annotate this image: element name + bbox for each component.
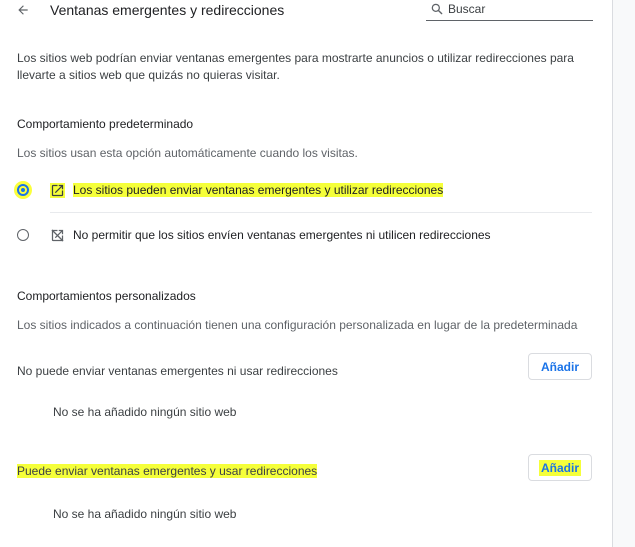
- add-blocked-site-button[interactable]: [528, 353, 592, 380]
- custom-behaviors-heading: Comportamientos personalizados: [17, 289, 196, 303]
- allowed-sites-empty: No se ha añadido ningún sitio web: [53, 507, 237, 521]
- intro-text: Los sitios web podrían enviar ventanas emergentes para mostrarte anuncios o utilizar redirecciones para llevarte a sitios web que quizás no quieras visitar.: [17, 51, 574, 82]
- add-allowed-site-button[interactable]: [528, 454, 592, 481]
- custom-behaviors-description: Los sitios indicados a continuación tienen una configuración personalizada en lugar de la predeterminada: [17, 318, 578, 332]
- open-in-new-icon: [50, 183, 65, 198]
- radio-label-block: No permitir que los sitios envíen ventanas emergentes ni utilicen redirecciones: [73, 228, 491, 242]
- search-box[interactable]: [426, 0, 593, 21]
- blocked-sites-label: No puede enviar ventanas emergentes ni usar redirecciones: [17, 364, 338, 378]
- radio-option-block[interactable]: [17, 225, 592, 247]
- allowed-sites-label-text: Puede enviar ventanas emergentes y usar redirecciones: [17, 464, 318, 478]
- add-button-label: Añadir: [540, 359, 579, 374]
- allowed-sites-label: [17, 464, 317, 478]
- default-behavior-heading: Comportamiento predeterminado: [17, 117, 194, 131]
- radio-button-block[interactable]: [17, 229, 29, 241]
- radio-button-allow[interactable]: [17, 184, 29, 196]
- page-title: Ventanas emergentes y redirecciones: [50, 2, 285, 18]
- radio-option-allow[interactable]: [17, 180, 592, 202]
- add-button-label: Añadir: [540, 460, 579, 475]
- blocked-sites-empty: No se ha añadido ningún sitio web: [53, 405, 237, 419]
- page-header: [0, 0, 612, 22]
- arrow-back-icon: [16, 3, 30, 17]
- radio-label-allow: Los sitios pueden enviar ventanas emergentes y utilizar redirecciones: [73, 183, 444, 197]
- option-divider: [50, 212, 592, 213]
- search-icon: [430, 2, 444, 16]
- back-button[interactable]: [12, 0, 34, 20]
- search-input[interactable]: [448, 0, 588, 18]
- popup-blocked-icon: [50, 228, 65, 243]
- default-behavior-description: Los sitios usan esta opción automáticamente cuando los visitas.: [17, 146, 358, 160]
- window-gutter: [613, 0, 635, 547]
